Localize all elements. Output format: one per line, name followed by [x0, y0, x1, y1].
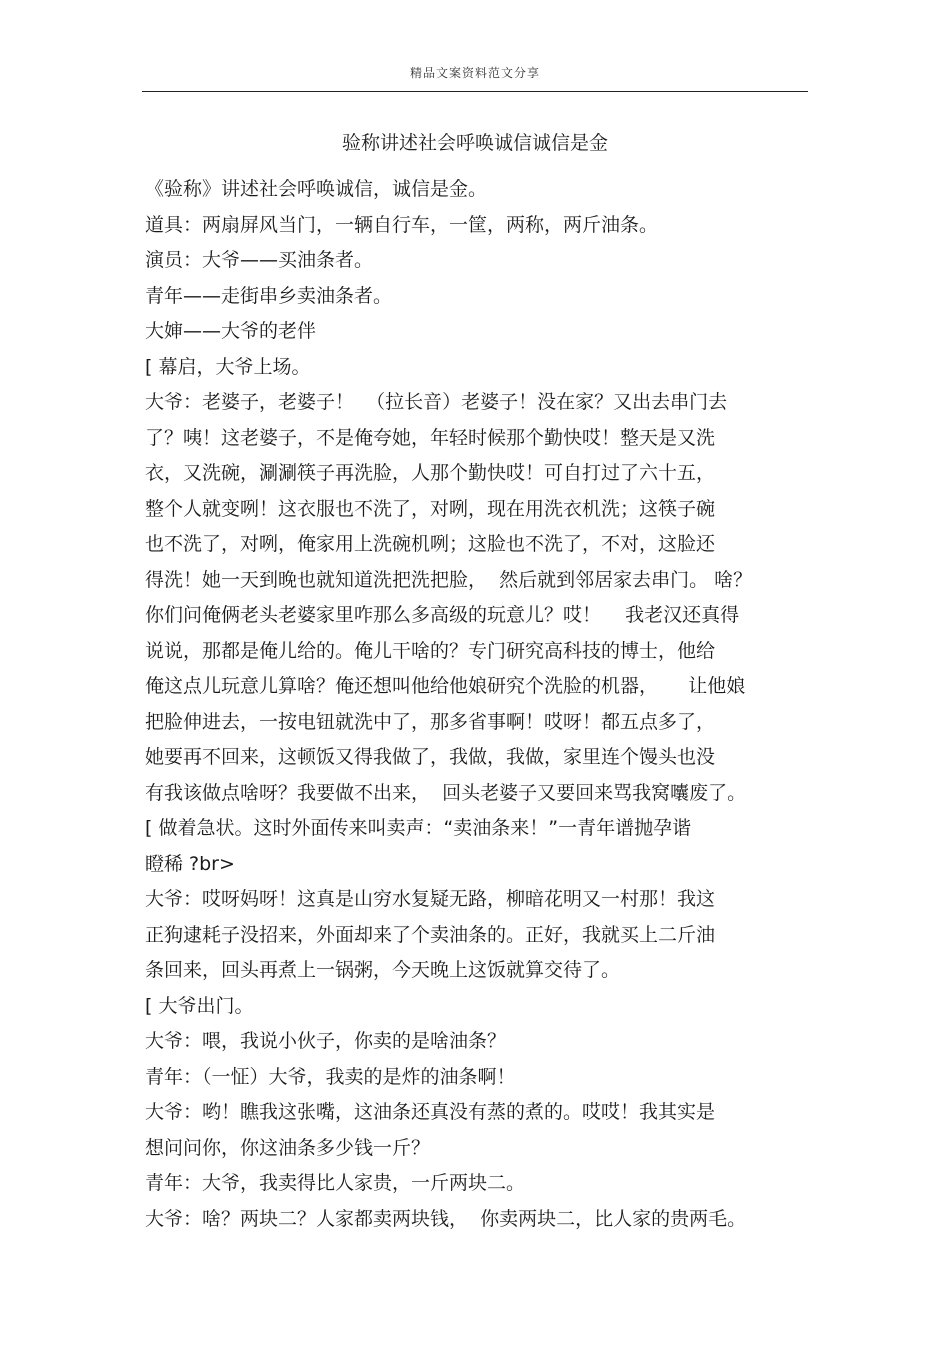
body-line: 道具：两扇屏风当门，一辆自行车，一筐，两称，两斤油条。 — [145, 213, 659, 236]
page-header: 精品文案资料范文分享 — [409, 66, 540, 80]
body-line: 瞪稀 ?br> — [145, 852, 235, 875]
body-line: 得洗！她一天到晚也就知道洗把洗把脸， 然后就到邻居家去串门。 啥？ — [145, 568, 753, 591]
body-line: 有我该做点啥呀？我要做不出来， 回头老婆子又要回来骂我窝囔废了。 — [145, 781, 747, 804]
body-line: 条回来，回头再煮上一锅粥，今天晚上这饭就算交待了。 — [145, 959, 621, 981]
body-line: 大爷：啥？两块二？人家都卖两块钱， 你卖两块二，比人家的贵两毛。 — [145, 1207, 747, 1230]
header-divider — [142, 91, 808, 92]
body-line: 青年：大爷，我卖得比人家贵，一斤两块二。 — [145, 1172, 526, 1194]
body-line: 青年——走街串乡卖油条者。 — [145, 284, 393, 307]
body-line: 说说，那都是俺儿给的。俺儿干啥的？专门研究高科技的博士，他给 — [145, 639, 716, 662]
body-line: 衣，又洗碗，涮涮筷子再洗脸，人那个勤快哎！可自打过了六十五， — [145, 462, 716, 484]
body-line: 青年：（一怔）大爷，我卖的是炸的油条啊！ — [145, 1065, 516, 1088]
body-line: 她要再不回来，这顿饭又得我做了，我做，我做，家里连个馒头也没 — [145, 746, 716, 768]
document-title: 验称讲述社会呼唤诚信诚信是金 — [341, 132, 608, 154]
body-line: 也不洗了，对咧，俺家用上洗碗机咧；这脸也不洗了，不对，这脸还 — [145, 533, 716, 555]
body-line: 大婶——大爷的老伴 — [145, 320, 317, 342]
body-line: 了？咦！这老婆子，不是俺夸她，年轻时候那个勤快哎！整天是又洗 — [145, 426, 716, 449]
body-line: 大爷：老婆子，老婆子！ （拉长音）老婆子！没在家？又出去串门去 — [145, 391, 728, 413]
document-body — [145, 172, 825, 1237]
body-line: 大爷：喂，我说小伙子，你卖的是啥油条？ — [145, 1030, 507, 1052]
body-line: 大爷：哟！瞧我这张嘴，这油条还真没有蒸的煮的。哎哎！我其实是 — [145, 1101, 716, 1123]
body-line: 正狗逮耗子没招来，外面却来了个卖油条的。正好，我就买上二斤油 — [145, 923, 716, 946]
body-line: 演员：大爷——买油条者。 — [145, 249, 374, 271]
body-line: 俺这点儿玩意儿算啥？俺还想叫他给他娘研究个洗脸的机器， 让他娘 — [145, 675, 746, 697]
body-line: 大爷：哎呀妈呀！这真是山穷水复疑无路，柳暗花明又一村那！我这 — [145, 888, 716, 910]
body-line: [ 做着急状。这时外面传来叫卖声：“卖油条来！”一青年谱抛孕谐 — [145, 817, 692, 839]
body-line: [ 大爷出门。 — [145, 994, 254, 1017]
body-line: 你们问俺俩老头老婆家里咋那么多高级的玩意儿？哎！ 我老汉还真得 — [145, 604, 740, 626]
body-line: 《验称》讲述社会呼唤诚信，诚信是金。 — [145, 178, 488, 200]
body-line: 把脸伸进去，一按电钮就洗中了，那多省事啊！哎呀！都五点多了， — [145, 710, 716, 733]
body-line: 想问问你，你这油条多少钱一斤？ — [145, 1136, 431, 1159]
body-line: 整个人就变咧！这衣服也不洗了，对咧，现在用洗衣机洗；这筷子碗 — [145, 497, 716, 520]
body-line: [ 幕启，大爷上场。 — [145, 355, 311, 378]
